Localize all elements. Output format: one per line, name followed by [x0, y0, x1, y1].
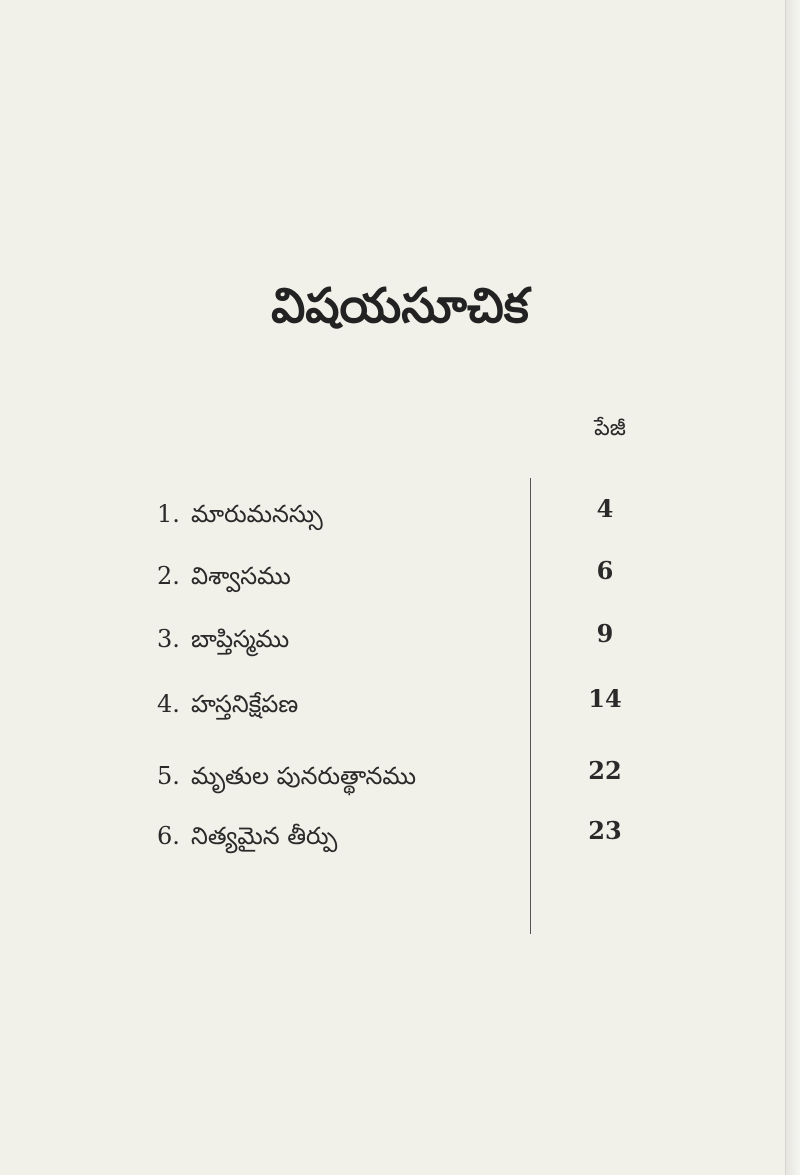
entry-title: మారుమనస్సు: [191, 500, 323, 528]
toc-entry: [157, 684, 657, 730]
entry-number: 5.: [157, 762, 180, 790]
entry-page: 9: [596, 619, 614, 648]
toc-entry: [157, 756, 657, 802]
toc-entry: [157, 494, 657, 540]
entry-title: మృతుల పునరుత్థానము: [191, 762, 417, 790]
entry-title: విశ్వాసము: [191, 562, 291, 590]
toc-entry: [157, 816, 657, 862]
page-edge: [785, 0, 800, 1175]
entry-title: బాప్తిస్మము: [191, 625, 290, 653]
entry-number: 1.: [157, 500, 180, 528]
entry-page: 4: [596, 494, 614, 523]
entry-number: 4.: [157, 690, 180, 718]
page-column-header: పేజీ: [594, 416, 626, 441]
entry-page: 6: [596, 556, 614, 585]
entry-title: నిత్యమైన తీర్పు: [191, 822, 338, 850]
entry-page: 23: [588, 816, 622, 845]
entry-page: 14: [588, 684, 622, 713]
entry-title: హస్తనిక్షేపణ: [191, 690, 299, 718]
toc-entry: [157, 556, 657, 602]
toc-entry: [157, 619, 657, 665]
entry-number: 3.: [157, 625, 180, 653]
page-title: విషయసూచిక: [271, 278, 529, 334]
entry-number: 6.: [157, 822, 180, 850]
entry-number: 2.: [157, 562, 180, 590]
entry-page: 22: [588, 756, 622, 785]
